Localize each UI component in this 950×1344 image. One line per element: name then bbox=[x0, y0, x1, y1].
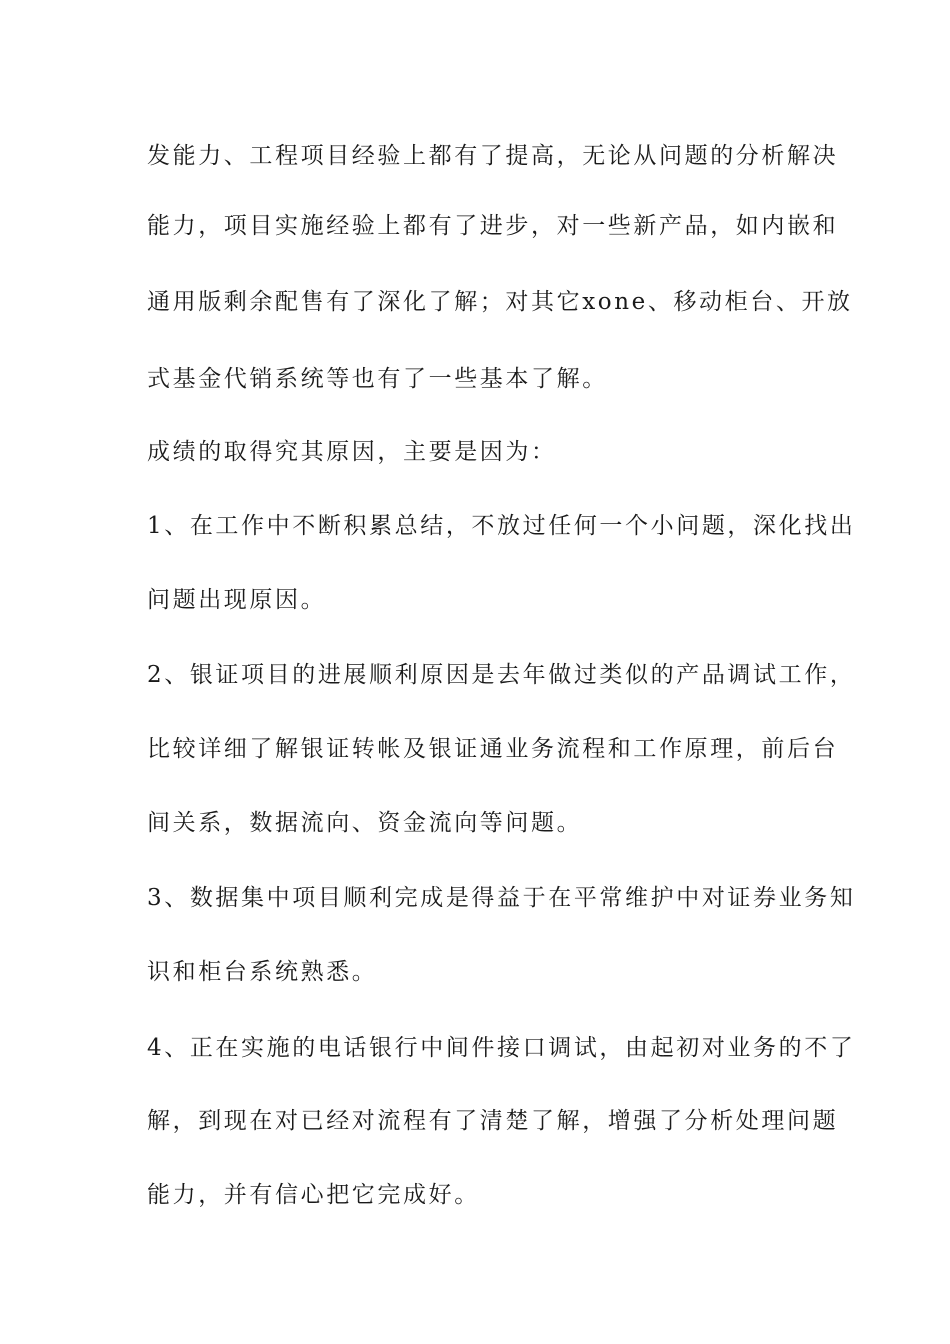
paragraph-4-line-2: 比较详细了解银证转帐及银证通业务流程和工作原理，前后台 bbox=[147, 736, 839, 762]
paragraph-2-line-1: 成绩的取得究其原因，主要是因为： bbox=[147, 439, 557, 465]
paragraph-4-line-1: 2、银证项目的进展顺利原因是去年做过类似的产品调试工作， bbox=[147, 662, 856, 688]
paragraph-6-line-2: 解，到现在对已经对流程有了清楚了解，增强了分析处理问题 bbox=[147, 1108, 839, 1134]
paragraph-5-line-1: 3、数据集中项目顺利完成是得益于在平常维护中对证券业务知 bbox=[147, 885, 856, 911]
paragraph-1-line-2: 能力，项目实施经验上都有了进步，对一些新产品，如内嵌和 bbox=[147, 213, 839, 239]
paragraph-4-line-3: 间关系，数据流向、资金流向等问题。 bbox=[147, 810, 583, 836]
paragraph-1-line-3: 通用版剩余配售有了深化了解；对其它xone、移动柜台、开放 bbox=[147, 289, 853, 315]
paragraph-6-line-1: 4、正在实施的电话银行中间件接口调试，由起初对业务的不了 bbox=[147, 1035, 856, 1061]
paragraph-3-line-1: 1、在工作中不断积累总结，不放过任何一个小问题，深化找出 bbox=[147, 513, 856, 539]
paragraph-3-line-2: 问题出现原因。 bbox=[147, 587, 327, 613]
paragraph-5-line-2: 识和柜台系统熟悉。 bbox=[147, 959, 378, 985]
paragraph-6-line-3: 能力，并有信心把它完成好。 bbox=[147, 1182, 480, 1208]
paragraph-1-line-1: 发能力、工程项目经验上都有了提高，无论从问题的分析解决 bbox=[147, 143, 839, 169]
paragraph-1-line-4: 式基金代销系统等也有了一些基本了解。 bbox=[147, 366, 608, 392]
